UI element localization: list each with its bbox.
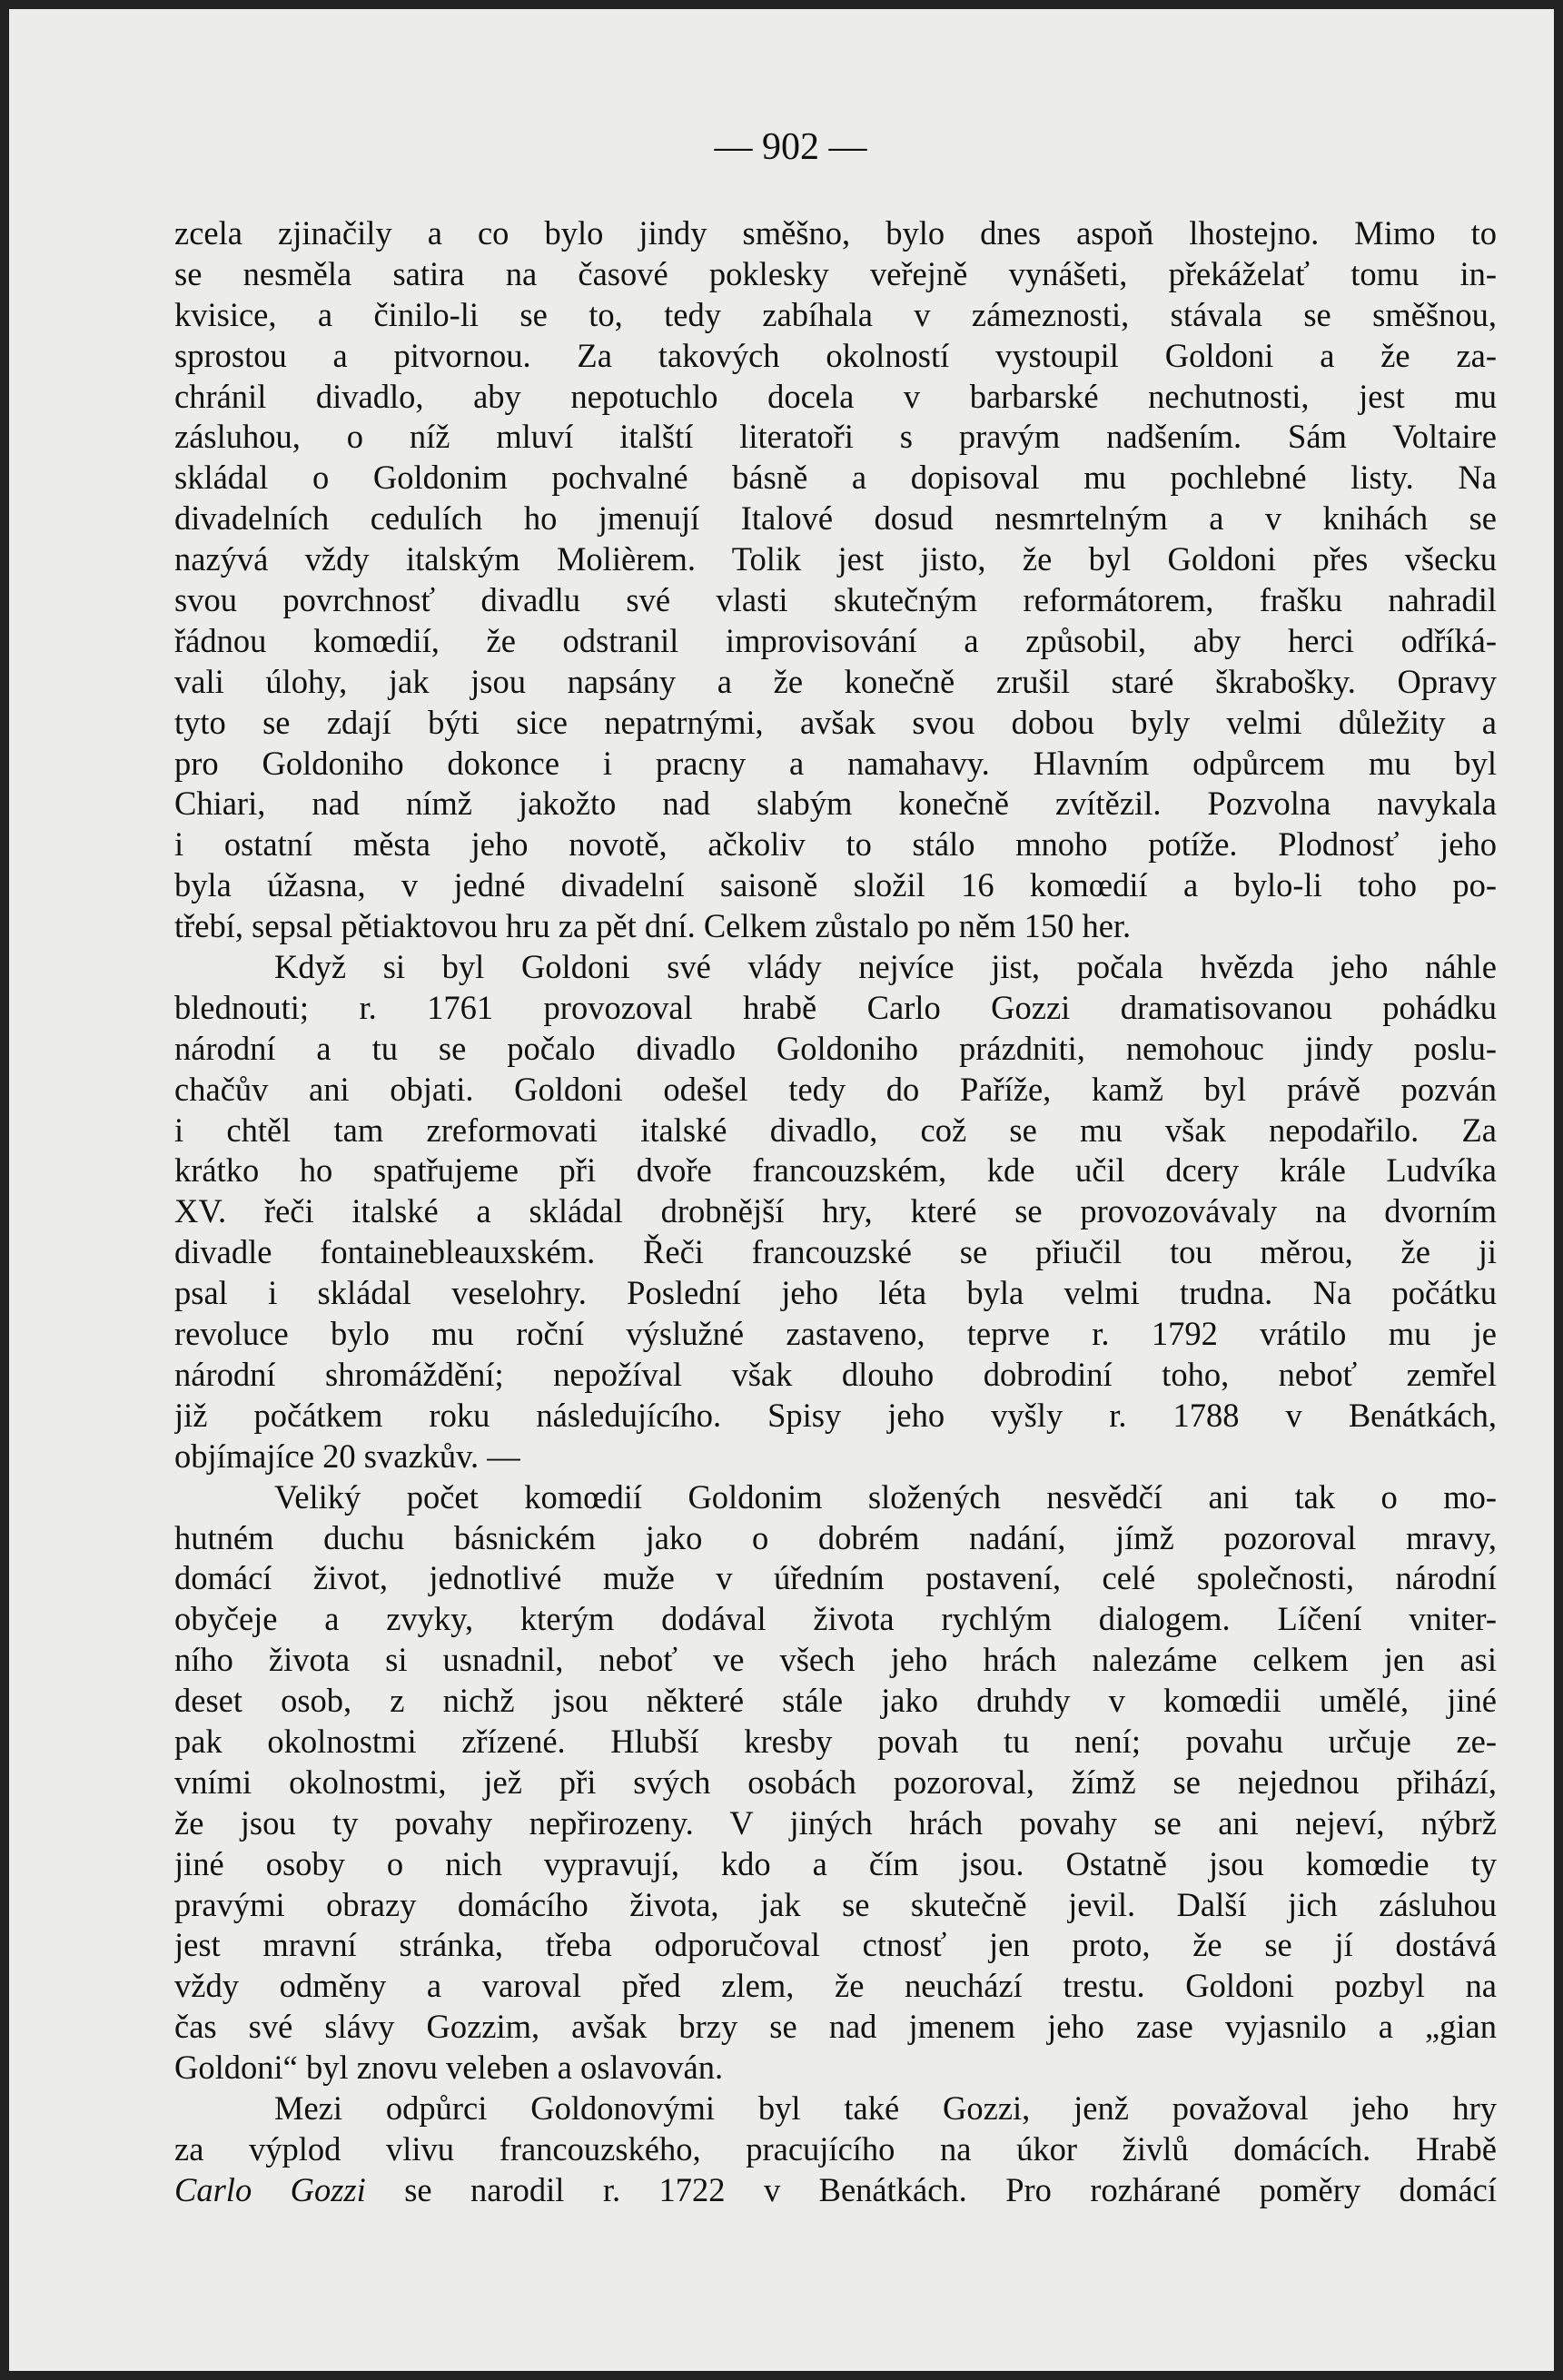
text-line: jiné osoby o nich vypravují, kdo a čím jsou. Ostatně jsou komœdie ty [174,1844,1497,1882]
text-line: řádnou komœdií, že odstranil improvisování a způsobil, aby herci odříká- [174,621,1497,659]
text-line: kvisice, a činilo-li se to, tedy zabíhala v zámeznosti, stávala se směšnou, [174,295,1497,333]
text-line: Goldoni“ byl znovu veleben a oslavován. [174,2049,724,2087]
text-line: deset osob, z nichž jsou některé stále jako druhdy v komœdii umělé, jiné [174,1682,1497,1720]
text-line: národní shromáždění; nepožíval však dlouho dobrodiní toho, neboť zemřel [174,1355,1497,1393]
text-line: se nesměla satira na časové poklesky veřejně vynášeti, překáželať tomu in- [174,254,1497,292]
text-line: třebí, sepsal pětiaktovou hru za pět dní. Celkem zůstalo po něm 150 her. [174,907,1132,945]
text-line: blednouti; r. 1761 provozoval hrabě Carlo Gozzi dramatisovanou pohádku [174,988,1497,1026]
text-line: čas své slávy Gozzim, avšak brzy se nad jmenem jeho zase vyjasnilo a „gian [174,2008,1497,2046]
text-line: i chtěl tam zreformovati italské divadlo, což se mu však nepodařilo. Za [174,1111,1497,1149]
paragraph [174,947,1497,1477]
text-line: národní a tu se počalo divadlo Goldoniho prázdniti, nemohouc jindy poslu- [174,1029,1497,1067]
text-line: i ostatní města jeho novotě, ačkoliv to stálo mnoho potíže. Plodnosť jeho [174,825,1497,864]
text-line: XV. řeči italské a skládal drobnější hry, které se provozovávaly na dvorním [174,1192,1497,1230]
text-line: Veliký počet komœdií Goldonim složených nesvědčí ani tak o mo- [274,1477,1497,1516]
text-line: že jsou ty povahy nepřirozeny. V jiných hrách povahy se ani nejeví, nýbrž [174,1803,1497,1842]
text-line: psal i skládal veselohry. Poslední jeho léta byla velmi trudna. Na počátku [174,1274,1497,1312]
text-line: revoluce bylo mu roční výslužné zastaveno, teprve r. 1792 vrátilo mu je [174,1315,1497,1353]
text-column [174,213,1497,2211]
text-line: již počátkem roku následujícího. Spisy jeho vyšly r. 1788 v Benátkách, [174,1396,1497,1434]
final-line-rest: se narodil r. 1722 v Benátkách. Pro rozhárané poměry domácí [365,2170,1497,2208]
text-line: pak okolnostmi zřízené. Hlubší kresby povah tu není; povahu určuje ze- [174,1722,1497,1760]
text-line: Mezi odpůrci Goldonovými byl také Gozzi, jenž považoval jeho hry [274,2089,1497,2127]
text-line: sprostou a pitvornou. Za takových okolností vystoupil Goldoni a že za- [174,336,1497,374]
text-line: chránil divadlo, aby nepotuchlo docela v barbarské nechutnosti, jest mu [174,377,1497,415]
italic-name: Carlo Gozzi [174,2170,366,2208]
text-line: domácí život, jednotlivé muže v úředním postavení, celé společnosti, národní [174,1559,1497,1597]
text-line: svou povrchnosť divadlu své vlasti skutečným reformátorem, frašku nahradil [174,581,1497,619]
text-line: za výplod vlivu francouzského, pracujícího na úkor živlů domácích. Hrabě [174,2129,1497,2168]
text-line: krátko ho spatřujeme při dvoře francouzském, kde učil dcery krále Ludvíka [174,1151,1497,1190]
text-line: byla úžasna, v jedné divadelní saisoně složil 16 komœdií a bylo-li toho po- [174,866,1497,904]
paragraph [174,1477,1497,2089]
paragraph [174,213,1497,947]
text-line: hutném duchu básnickém jako o dobrém nadání, jímž pozoroval mravy, [174,1518,1497,1556]
text-line [174,2170,1497,2211]
text-line: jest mravní stránka, třeba odporučoval ctnosť jen proto, že se jí dostává [174,1926,1497,1964]
text-line: vali úlohy, jak jsou napsány a že konečně zrušil staré škrabošky. Opravy [174,662,1497,700]
text-line: zásluhou, o níž mluví italští literatoři s pravým nadšením. Sám Voltaire [174,418,1497,456]
text-line: chačův ani objati. Goldoni odešel tedy do Paříže, kamž byl právě pozván [174,1070,1497,1108]
text-line: vždy odměny a varoval před zlem, že neuchází trestu. Goldoni pozbyl na [174,1967,1497,2005]
text-line: pravými obrazy domácího života, jak se skutečně jevil. Další jich zásluhou [174,1885,1497,1923]
paragraph [174,2089,1497,2211]
text-line: objímajíce 20 svazkův. — [174,1437,520,1475]
text-line: pro Goldoniho dokonce i pracny a namahavy. Hlavním odpůrcem mu byl [174,744,1497,782]
text-line: vními okolnostmi, jež při svých osobách pozoroval, žímž se nejednou přihází, [174,1763,1497,1801]
text-line: skládal o Goldonim pochvalné básně a dopisoval mu pochlebné listy. Na [174,459,1497,497]
text-line: zcela zjinačily a co bylo jindy směšno, bylo dnes aspoň lhostejno. Mimo to [174,214,1497,252]
text-line: divadelních cedulích ho jmenují Italové dosud nesmrtelným a v knihách se [174,499,1497,538]
text-line: ního života si usnadnil, neboť ve všech jeho hrách nalezáme celkem jen asi [174,1641,1497,1679]
text-line: Když si byl Goldoni své vlády nejvíce jist, počala hvězda jeho náhle [274,948,1497,986]
text-line: divadle fontainebleauxském. Řeči francouzské se přiučil tou měrou, že ji [174,1233,1497,1271]
page-number: — 902 — [714,126,867,168]
text-line: obyčeje a zvyky, kterým dodával života rychlým dialogem. Líčení vniter- [174,1600,1497,1638]
text-line: nazývá vždy italským Molièrem. Tolik jest jisto, že byl Goldoni přes všecku [174,540,1497,578]
text-line: Chiari, nad nímž jakožto nad slabým konečně zvítězil. Pozvolna navykala [174,785,1497,823]
text-line: tyto se zdají býti sice nepatrnými, avšak svou dobou byly velmi důležity a [174,703,1497,741]
